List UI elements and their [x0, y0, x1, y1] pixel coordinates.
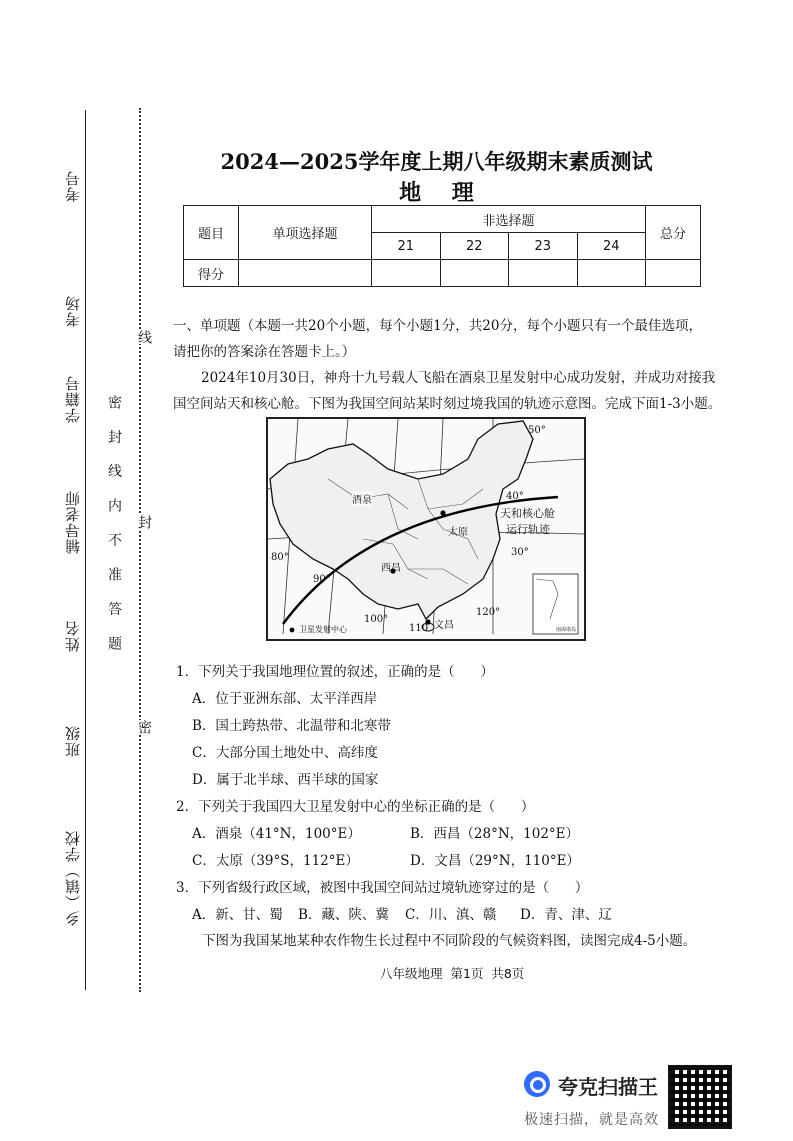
section1-intro-2: 国空间站天和核心舱。下图为我国空间站某时刻过境我国的轨迹示意图。完成下面1-3小题。	[173, 396, 722, 412]
score-cell-total[interactable]	[646, 260, 701, 287]
lon-120-label: 120°	[476, 607, 501, 618]
lon-100-label: 100°	[364, 614, 389, 625]
seal-mark-mi: 密	[136, 720, 152, 734]
subject-title: 地 理	[399, 180, 474, 206]
score-table-total-header: 总分	[646, 206, 701, 260]
section1-intro-1: 2024年10月30日，神舟十九号载人飞船在酒泉卫星发射中心成功发射，并成功对接我	[201, 370, 716, 386]
taiyuan-dot	[440, 510, 445, 515]
orbit-label-2: 运行轨迹	[506, 523, 550, 536]
score-row-label: 得分	[184, 260, 239, 287]
lon-110-label: 110	[409, 623, 429, 634]
score-cell-23[interactable]	[509, 260, 578, 287]
student-id-label: 学籍号	[64, 375, 82, 423]
lat-50-label: 50°	[528, 425, 546, 436]
score-cell-24[interactable]	[577, 260, 646, 287]
score-cell-21[interactable]	[372, 260, 441, 287]
scanner-watermark	[520, 1065, 790, 1135]
legend-label: 卫星发射中心	[299, 625, 347, 634]
q4-5-intro: 下图为我国某地某种农作物生长过程中不同阶段的气候资料图，读图完成4-5小题。	[202, 933, 697, 949]
xichang-label: 西昌	[381, 563, 401, 574]
binding-line	[85, 110, 86, 990]
lat-40-label: 40°	[506, 491, 524, 502]
score-cell-single[interactable]	[239, 260, 372, 287]
section1-heading-cont: 请把你的答案涂在答题卡上。）	[173, 344, 356, 360]
binding-margin	[0, 100, 160, 1000]
lon-80-label: 80°	[271, 552, 289, 563]
scanner-brand: 夸克扫描王	[558, 1075, 658, 1099]
exam-no-label: 考号	[64, 170, 82, 202]
q3-option-c[interactable]: C．川、滇、赣	[405, 907, 497, 923]
score-table-single-header: 单项选择题	[239, 206, 372, 260]
exam-title: 2024—2025学年度上期八年级期末素质测试	[220, 149, 653, 174]
score-table-col-22: 22	[440, 233, 509, 260]
q3-option-a[interactable]: A．新、甘、蜀	[192, 907, 283, 923]
q2-option-d[interactable]: D．文昌（29°N，110°E）	[410, 853, 580, 869]
q2-stem: 2．下列关于我国四大卫星发射中心的坐标正确的是（ ）	[176, 799, 535, 815]
score-table-col-24: 24	[577, 233, 646, 260]
q2-option-a[interactable]: A．酒泉（41°N，100°E）	[192, 826, 361, 842]
q3-stem: 3．下列省级行政区域，被图中我国空间站过境轨迹穿过的是（ ）	[176, 880, 589, 896]
q1-option-d[interactable]: D．属于北半球、西半球的国家	[192, 772, 379, 788]
scanner-slogan: 极速扫描，就是高效	[524, 1112, 659, 1128]
score-table-non-header: 非选择题	[372, 206, 646, 233]
exam-room-label: 考场	[64, 295, 82, 327]
page-footer: 八年级地理 第1页 共8页	[380, 966, 525, 981]
q2-option-c[interactable]: C．太原（39°S，112°E）	[192, 853, 359, 869]
school-label: 乡（镇）学校	[64, 830, 82, 926]
section1-heading: 一、单项题（本题一共20个小题，每个小题1分，共20分，每个小题只有一个最佳选项，	[173, 318, 702, 334]
orbit-label-1: 天和核心舱	[500, 507, 555, 520]
score-table-col-23: 23	[509, 233, 578, 260]
q1-option-a[interactable]: A．位于亚洲东部、太平洋西岸	[192, 691, 378, 707]
inset-box	[533, 574, 578, 634]
score-cell-22[interactable]	[440, 260, 509, 287]
score-table	[183, 205, 701, 287]
china-outline	[270, 421, 533, 619]
name-label: 姓名	[64, 620, 82, 652]
jiuquan-label: 酒泉	[352, 491, 372, 506]
class-label: 班级	[64, 725, 82, 757]
seal-mark-xian: 线	[136, 330, 152, 344]
tutor-label: 辅导老师	[64, 490, 82, 554]
q1-option-b[interactable]: B．国土跨热带、北温带和北寒带	[192, 718, 391, 734]
seal-dotted-line	[139, 108, 141, 992]
q1-option-c[interactable]: C．大部分国土地处中、高纬度	[192, 745, 378, 761]
score-table-col-21: 21	[372, 233, 441, 260]
q2-option-b[interactable]: B．西昌（28°N，102°E）	[410, 826, 580, 842]
space-station-map	[266, 417, 586, 641]
seal-notice: 密 封 线 内 不 准 答 题	[106, 395, 122, 659]
taiyuan-label: 太原	[448, 527, 468, 538]
lon-90-label: 90°	[313, 574, 331, 585]
qr-code-icon	[668, 1065, 732, 1129]
score-table-item-header: 题目	[184, 206, 239, 260]
lat-30-label: 30°	[511, 547, 529, 558]
q3-option-d[interactable]: D．青、津、辽	[520, 907, 612, 923]
q1-stem: 1．下列关于我国地理位置的叙述，正确的是（ ）	[176, 664, 494, 680]
wenchang-label: 文昌	[434, 620, 454, 631]
quark-logo-icon	[524, 1071, 550, 1097]
legend-dot	[290, 628, 295, 633]
inset-label: 南海诸岛	[556, 627, 577, 633]
q3-option-b[interactable]: B．藏、陕、冀	[298, 907, 389, 923]
seal-mark-feng: 封	[136, 515, 152, 529]
